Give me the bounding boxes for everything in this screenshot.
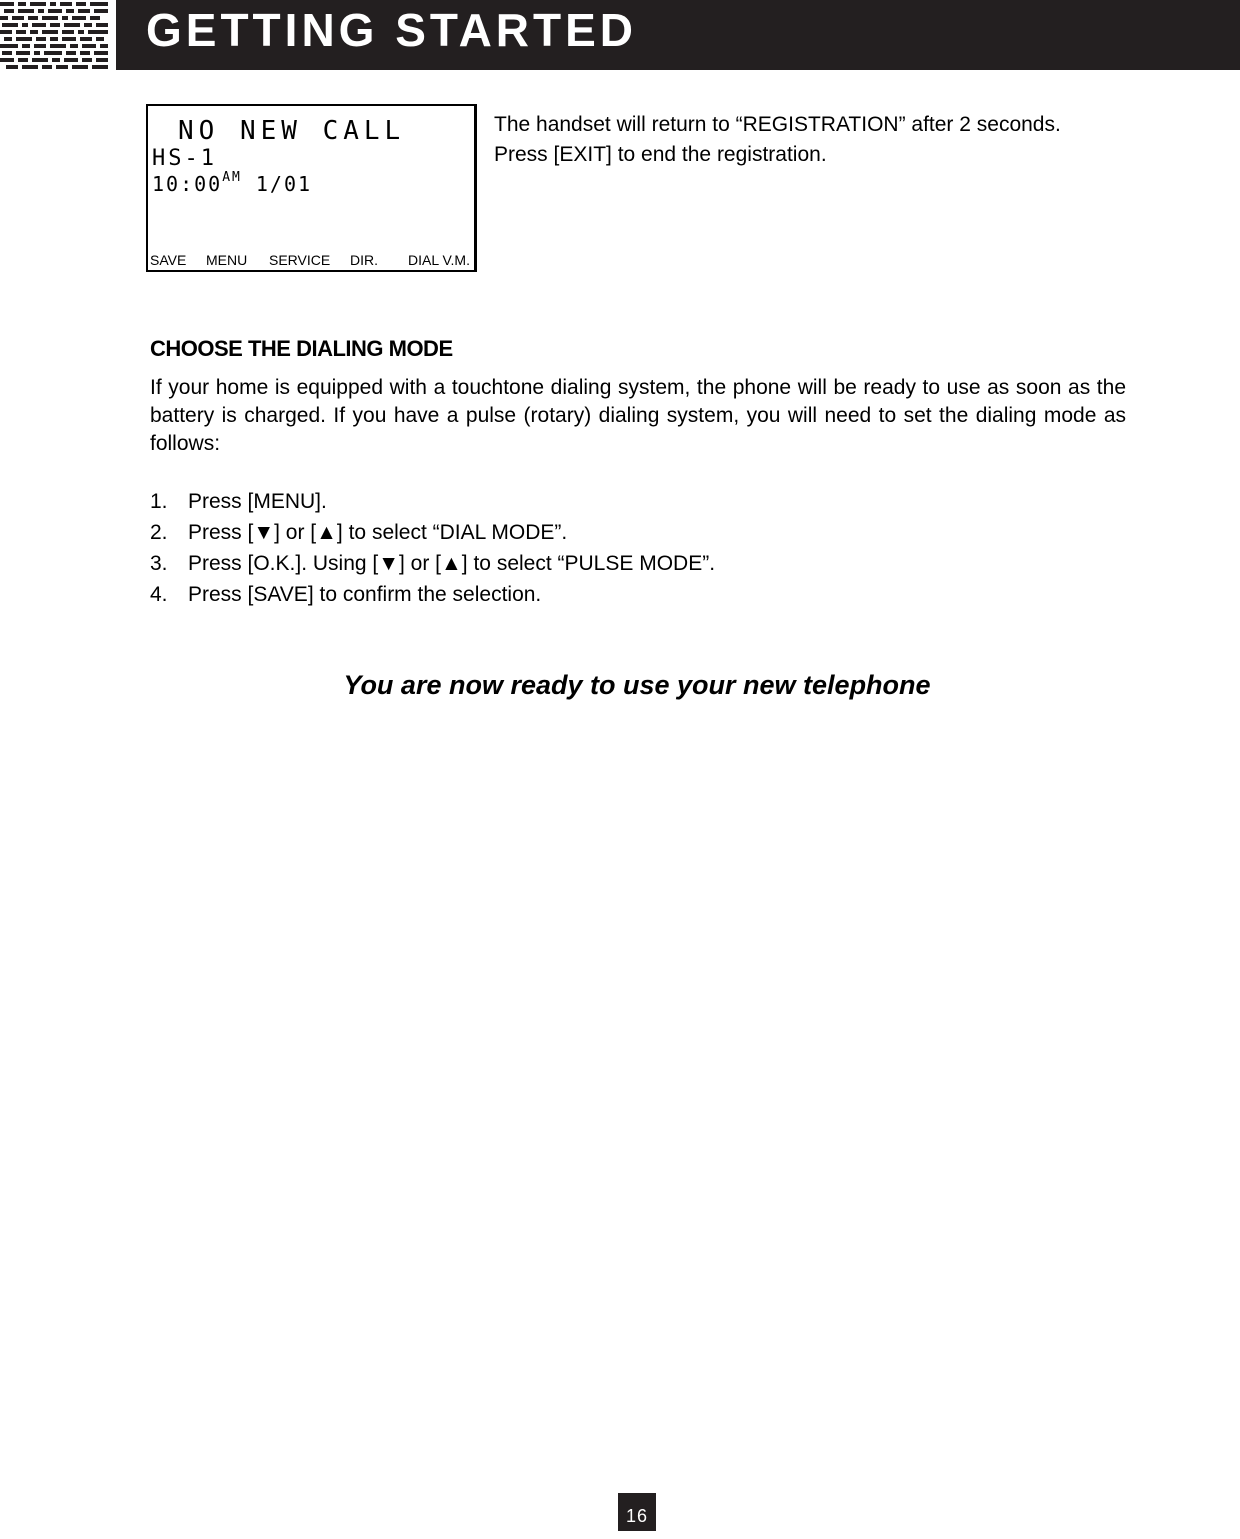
list-item (150, 579, 715, 610)
lcd-time-line (152, 172, 312, 196)
step-text: Press [▼] or [▲] to select “DIAL MODE”. (188, 521, 568, 544)
step-text: Press [SAVE] to confirm the selection. (188, 583, 542, 606)
section-paragraph: If your home is equipped with a touchtone dialing system, the phone will be ready to use as soon as the battery is charged. If you have a pulse (rotary) dialing system, you will need to set the dialing mode as follows: (150, 376, 1126, 455)
step-text: Press [MENU]. (188, 490, 327, 513)
section-heading: CHOOSE THE DIALING MODE (150, 336, 453, 361)
intro-text: The handset will return to “REGISTRATION” after 2 seconds. Press [EXIT] to end the registration. (494, 113, 1061, 166)
list-item (150, 548, 715, 579)
list-item (150, 517, 715, 548)
lcd-softkey-menu: MENU (206, 252, 248, 268)
step-number: 2. (150, 521, 168, 544)
lcd-handset-line: HS-1 (152, 146, 217, 171)
brand-logo-pattern (0, 0, 112, 70)
lcd-softkey-dir: DIR. (350, 252, 378, 268)
lcd-softkey-dial-vm: DIAL V.M. (408, 252, 470, 268)
lcd-softkey-service: SERVICE (269, 252, 331, 268)
header-bar (116, 0, 1240, 70)
lcd-date: 1/01 (255, 172, 313, 196)
list-item (150, 486, 715, 517)
steps-list (150, 486, 715, 610)
step-text: Press [O.K.]. Using [▼] or [▲] to select “PULSE MODE”. (188, 552, 716, 575)
step-number: 3. (150, 552, 168, 575)
closing-statement: You are now ready to use your new telephone (343, 670, 931, 700)
page-number: 16 (618, 1493, 656, 1531)
step-number: 4. (150, 583, 168, 606)
step-number: 1. (150, 490, 168, 513)
lcd-display (146, 104, 477, 272)
lcd-status-line: NO NEW CALL (178, 116, 406, 146)
page-title: GETTING STARTED (146, 4, 638, 56)
lcd-ampm: AM (222, 170, 242, 185)
lcd-time: 10:00 (152, 172, 223, 196)
lcd-softkey-save: SAVE (150, 252, 187, 268)
